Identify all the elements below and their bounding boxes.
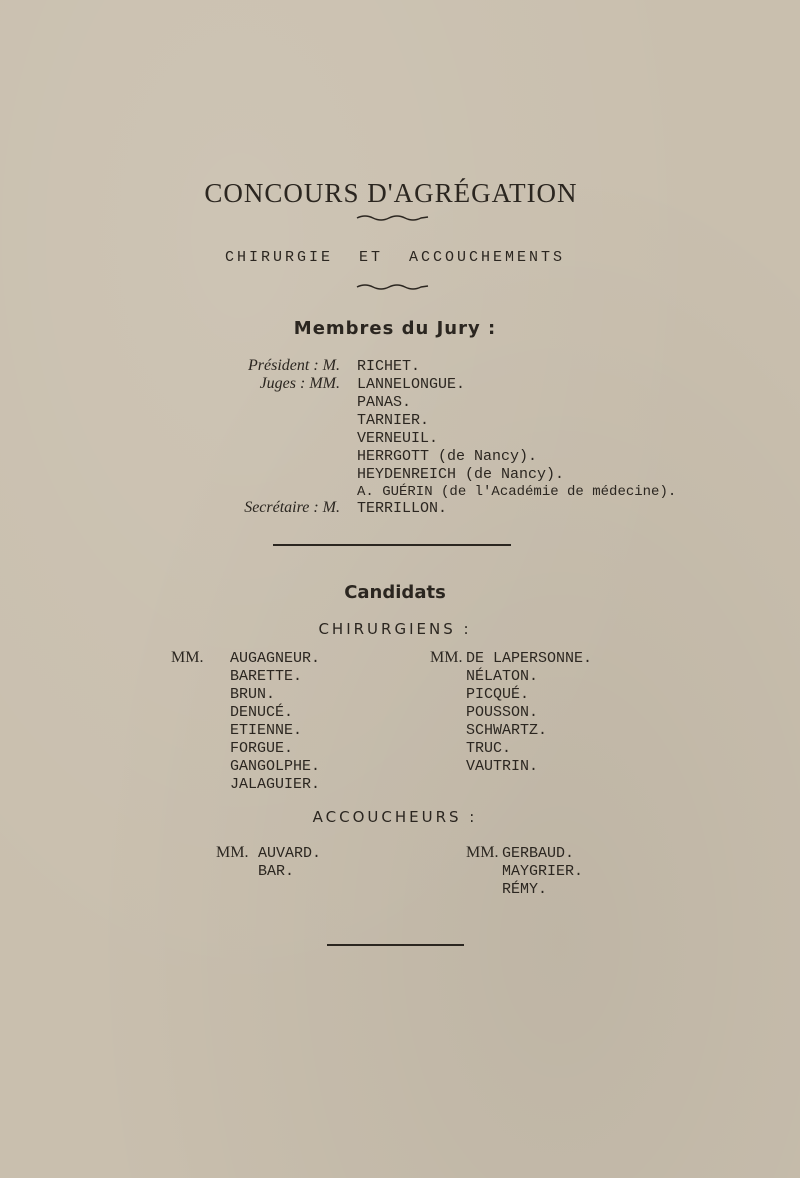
candidate-name: GANGOLPHE.	[230, 758, 321, 775]
ornament-swash-bottom	[355, 282, 430, 292]
secretaire-role: Secrétaire : M.	[244, 499, 340, 516]
bottom-rule	[327, 944, 464, 946]
candidate-name: PICQUÉ.	[466, 686, 530, 703]
juge-name: HERRGOTT (de Nancy).	[357, 448, 538, 465]
candidate-name: VAUTRIN.	[466, 758, 539, 775]
page-subtitle: CHIRURGIE ET ACCOUCHEMENTS	[224, 249, 566, 266]
mm-prefix: MM.	[171, 649, 204, 666]
candidate-name: JALAGUIER.	[230, 776, 321, 793]
candidate-name: DENUCÉ.	[230, 704, 294, 721]
candidats-heading: Candidats	[344, 582, 446, 603]
candidate-name: GERBAUD.	[502, 845, 575, 862]
president-role: Président : M.	[248, 357, 340, 374]
candidate-name: DE LAPERSONNE.	[466, 650, 593, 667]
candidate-name: AUVARD.	[258, 845, 322, 862]
accoucheurs-heading: ACCOUCHEURS :	[312, 808, 478, 826]
candidate-name: ETIENNE.	[230, 722, 303, 739]
candidate-name: RÉMY.	[502, 881, 548, 898]
candidate-name: SCHWARTZ.	[466, 722, 548, 739]
juge-name: TARNIER.	[357, 412, 430, 429]
candidate-name: POUSSON.	[466, 704, 539, 721]
chirurgiens-heading: CHIRURGIENS :	[318, 620, 472, 638]
juge-name: HEYDENREICH (de Nancy).	[357, 466, 565, 483]
juges-role: Juges : MM.	[259, 375, 340, 392]
candidate-name: FORGUE.	[230, 740, 294, 757]
candidate-name: NÉLATON.	[466, 668, 539, 685]
mm-prefix: MM.	[430, 649, 463, 666]
candidate-name: BARETTE.	[230, 668, 303, 685]
president-name: RICHET.	[357, 358, 421, 375]
juge-name: A. GUÉRIN (de l'Académie de médecine).	[357, 484, 677, 500]
jury-heading: Membres du Jury :	[293, 318, 497, 339]
juge-name: VERNEUIL.	[357, 430, 439, 447]
candidate-name: AUGAGNEUR.	[230, 650, 321, 667]
candidate-name: TRUC.	[466, 740, 512, 757]
juge-name: LANNELONGUE.	[357, 376, 466, 393]
candidate-name: BAR.	[258, 863, 295, 880]
mm-prefix: MM.	[466, 844, 499, 861]
mm-prefix: MM.	[216, 844, 249, 861]
candidate-name: BRUN.	[230, 686, 276, 703]
juge-name: PANAS.	[357, 394, 412, 411]
divider-rule	[273, 544, 511, 546]
page-title: CONCOURS D'AGRÉGATION	[204, 178, 578, 208]
ornament-swash-top	[355, 212, 430, 222]
secretaire-name: TERRILLON.	[357, 500, 448, 517]
candidate-name: MAYGRIER.	[502, 863, 584, 880]
